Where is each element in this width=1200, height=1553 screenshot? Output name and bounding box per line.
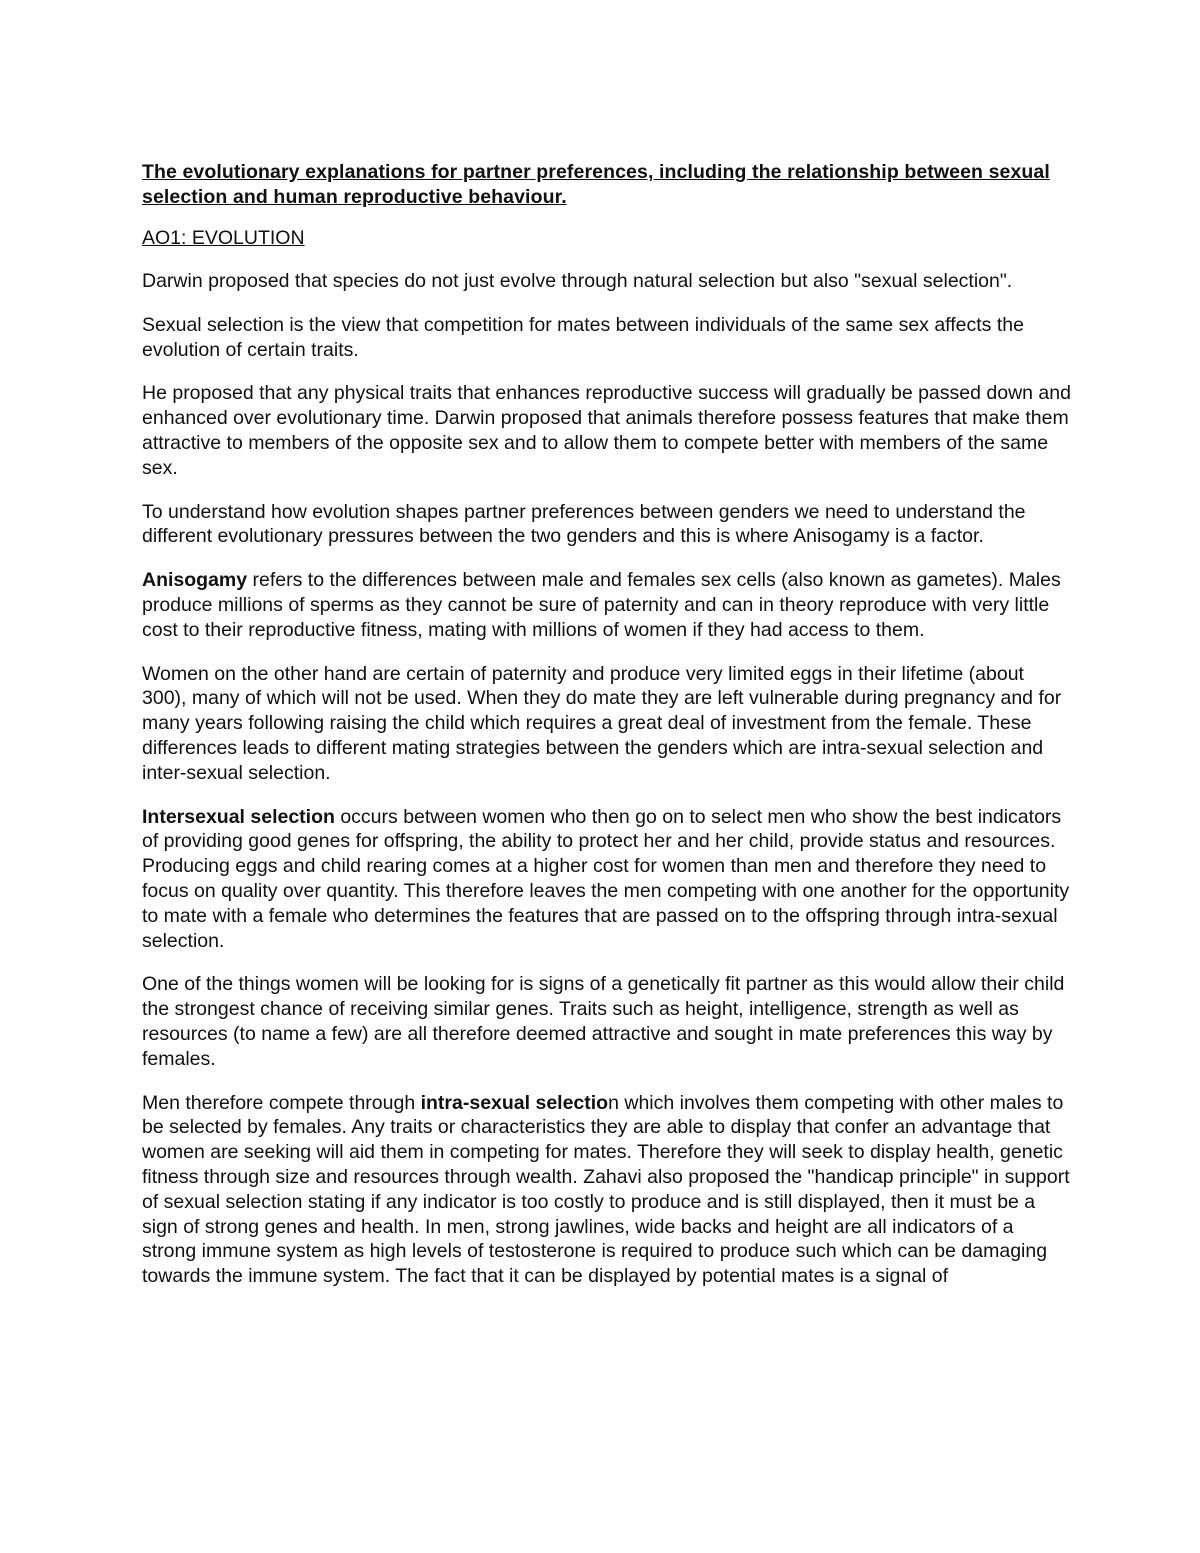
anisogamy-text: refers to the differences between male and females sex cells (also known as gametes). Males produce millions of sperms as they cannot be sure of paternity and can in theory reproduce with very little cost to their reproductive fitness, mating with millions of women if they had access to them.	[142, 569, 1061, 641]
term-anisogamy: Anisogamy	[142, 569, 248, 592]
term-intersexual-selection: Intersexual selection	[142, 805, 335, 828]
paragraph-intra-sexual-selection	[142, 1091, 1072, 1289]
section-heading: AO1: EVOLUTION	[142, 227, 305, 249]
paragraph-genetically-fit: One of the things women will be looking for is signs of a genetically fit partner as this would allow their child the strongest chance of receiving similar genes. Traits such as height, intelligence, strength as well as resources (to name a few) are all therefore deemed attractive and sought in mate preferences this way by females.	[142, 973, 1065, 1070]
intra-sexual-lead: Men therefore compete through	[142, 1091, 421, 1114]
paragraph-darwin-sexual-selection: Darwin proposed that species do not just evolve through natural selection but also "sexual selection".	[142, 270, 1013, 292]
intra-sexual-text: n which involves them competing with other males to be selected by females. Any traits or characteristics they are able to display that confer an advantage that women are seeking will aid them in competing for mates. Therefore they will seek to display health, genetic fitness through size and resources through wealth. Zahavi also proposed the "handicap principle" in support of sexual selection stating if any indicator is too costly to produce and is still displayed, then it must be a sign of strong genes and health. In men, strong jawlines, wide backs and height are all indicators of a strong immune system as high levels of testosterone is required to produce such which can be damaging towards the immune system. The fact that it can be displayed by potential mates is a signal of	[142, 1091, 1070, 1288]
paragraph-anisogamy	[142, 568, 1072, 642]
document-page	[142, 160, 1072, 1308]
paragraph-women-paternity: Women on the other hand are certain of paternity and produce very limited eggs in their lifetime (about 300), many of which will not be used. When they do mate they are left vulnerable during pregnancy and for many years following raising the child which requires a great deal of investment from the female. These differences leads to different mating strategies between the genders which are intra-sexual selection and inter-sexual selection.	[142, 662, 1062, 784]
document-title: The evolutionary explanations for partner preferences, including the relationship between sexual selection and human reproductive behaviour.	[142, 161, 1050, 208]
intersexual-text: occurs between women who then go on to select men who show the best indicators of providing good genes for offspring, the ability to protect her and her child, provide status and resources. Producing eggs and child rearing comes at a higher cost for women than men and therefore they need to focus on quality over quantity. This therefore leaves the men competing with one another for the opportunity to mate with a female who determines the features that are passed on to the offspring through intra-sexual selection.	[142, 805, 1070, 952]
paragraph-physical-traits: He proposed that any physical traits that enhances reproductive success will gradually be passed down and enhanced over evolutionary time. Darwin proposed that animals therefore possess features that make them attractive to members of the opposite sex and to allow them to compete better with members of the same sex.	[142, 382, 1071, 479]
paragraph-intersexual-selection	[142, 805, 1072, 954]
term-intra-sexual-selection: intra-sexual selectio	[420, 1091, 609, 1114]
paragraph-partner-preferences: To understand how evolution shapes partner preferences between genders we need to understand the different evolutionary pressures between the two genders and this is where Anisogamy is a factor.	[142, 500, 1026, 548]
paragraph-sexual-selection-definition: Sexual selection is the view that competition for mates between individuals of the same sex affects the evolution of certain traits.	[142, 313, 1024, 361]
